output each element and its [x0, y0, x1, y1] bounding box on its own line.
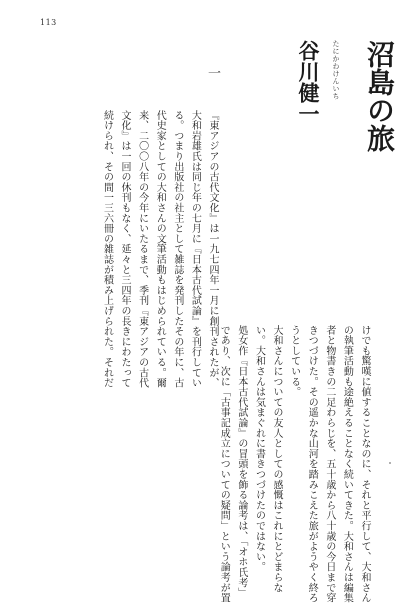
text-column: る。つまり出版社の社主として雑誌を発刊したその年に、古 — [171, 110, 183, 389]
article-title: 沼島の旅 — [363, 40, 396, 152]
text-column: 『東アジアの古代文化』は一九七四年一月に創刊されたが、 — [207, 110, 218, 389]
text-column: 大和岩雄氏は同じ年の七月に『日本古代試論』を刊行してい — [189, 110, 201, 389]
text-column: の執筆活動も途絶えることなく続いてきた。大和さんは編集 — [341, 325, 353, 604]
text-column: であり、次に「古事記成立についての疑問」という論考が置 — [218, 325, 230, 604]
text-column: 大和さんについての友人としての感慨はこれにとどまらな — [271, 325, 283, 593]
text-column: きつづけた。その遥かな山河を踏みこえた旅がようやく終ろ — [306, 325, 318, 604]
text-column: 来、二〇〇八年の今年にいたるまで、季刊『東アジアの古代 — [136, 110, 148, 389]
page-number: 113 — [40, 18, 57, 27]
text-column: い。大和さんは気まぐれに書きつづけたのではない。 — [253, 325, 265, 573]
text-column: 者と物書きの二足わらじを、五十歳から八十歳の今日まで穿 — [323, 325, 335, 604]
text-column: うとしている。 — [288, 325, 300, 398]
section-number: 一 — [205, 66, 220, 79]
text-column: けでも驚嘆に値することなのに、それと平行して、大和さん — [359, 325, 370, 604]
body-text-lower — [213, 325, 373, 604]
author-name: 谷川健一 — [296, 40, 321, 124]
author-ruby: たにかわけんいち — [332, 40, 340, 100]
text-column: 代史家としての大和さんの文筆活動もはじめられている。爾 — [154, 110, 166, 389]
text-column: 文化』は一回の休刊もなく、延々と三四年の長きにわたって — [119, 110, 131, 389]
text-column: 続けられ、その間一三六冊の雑誌が積み上げられた。それだ — [101, 110, 113, 389]
text-column: 処女作『日本古代試論』の冒頭を飾る論考は、「オホ氏考」 — [235, 325, 247, 599]
body-text-upper — [71, 110, 221, 389]
margin-dot — [389, 462, 391, 464]
